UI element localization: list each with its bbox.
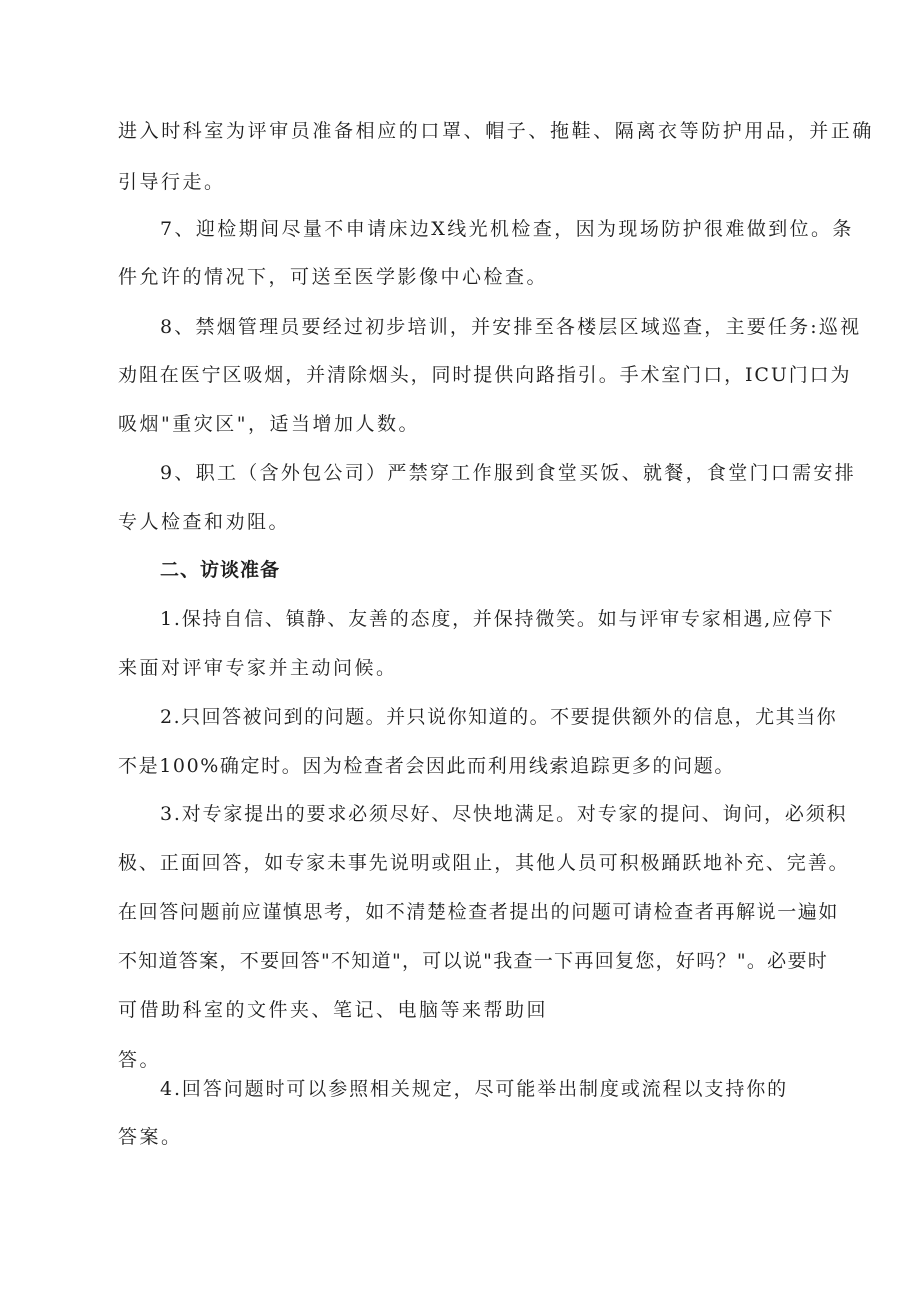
text-line: 引导行走。: [118, 171, 226, 193]
list-item-9: 9、职工（含外包公司）严禁穿工作服到食堂买饭、就餐，食堂门口需安排: [160, 462, 856, 484]
list-item-8: 8、禁烟管理员要经过初步培训，并安排至各楼层区域巡查，主要任务:巡视: [160, 316, 862, 338]
text-line: 在回答问题前应谨慎思考，如不清楚检查者提出的问题可请检查者再解说一遍如: [118, 901, 840, 923]
text-line: 来面对评审专家并主动问候。: [118, 657, 398, 679]
text-line: 答。: [118, 1049, 162, 1071]
text-line: 进入时科室为评审员准备相应的口罩、帽子、拖鞋、隔离衣等防护用品，并正确: [118, 120, 875, 142]
text-line: 专人检查和劝阻。: [118, 511, 291, 533]
text-line: 答案。: [118, 1126, 183, 1148]
list-item-4: 4.回答问题时可以参照相关规定，尽可能举出制度或流程以支持你的: [160, 1078, 789, 1100]
text-line: 不是100%确定时。因为检查者会因此而利用线索追踪更多的问题。: [118, 755, 735, 777]
text-line: 件允许的情况下，可送至医学影像中心检查。: [118, 266, 549, 288]
list-item-2: 2.只回答被问到的问题。并只说你知道的。不要提供额外的信息，尤其当你: [160, 706, 838, 728]
list-item-3: 3.对专家提出的要求必须尽好、尽快地满足。对专家的提问、询问，必须积: [160, 803, 848, 825]
text-line: 吸烟"重灾区"，适当增加人数。: [118, 413, 420, 435]
text-line: 劝阻在医宁区吸烟，并清除烟头，同时提供向路指引。手术室门口，ICU门口为: [118, 364, 852, 386]
section-heading: 二、访谈准备: [160, 559, 281, 581]
list-item-1: 1.保持自信、镇静、友善的态度，并保持微笑。如与评审专家相遇,应停下: [160, 608, 835, 630]
list-item-7: 7、迎检期间尽量不申请床边X线光机检查，因为现场防护很难做到位。条: [160, 218, 854, 240]
text-line: 可借助科室的文件夹、笔记、电脑等来帮助回: [118, 999, 549, 1021]
text-line: 不知道答案，不要回答"不知道"，可以说"我查一下再回复您，好吗？"。必要时: [118, 950, 829, 972]
text-line: 极、正面回答，如专家未事先说明或阻止，其他人员可积极踊跃地补充、完善。: [118, 852, 850, 874]
